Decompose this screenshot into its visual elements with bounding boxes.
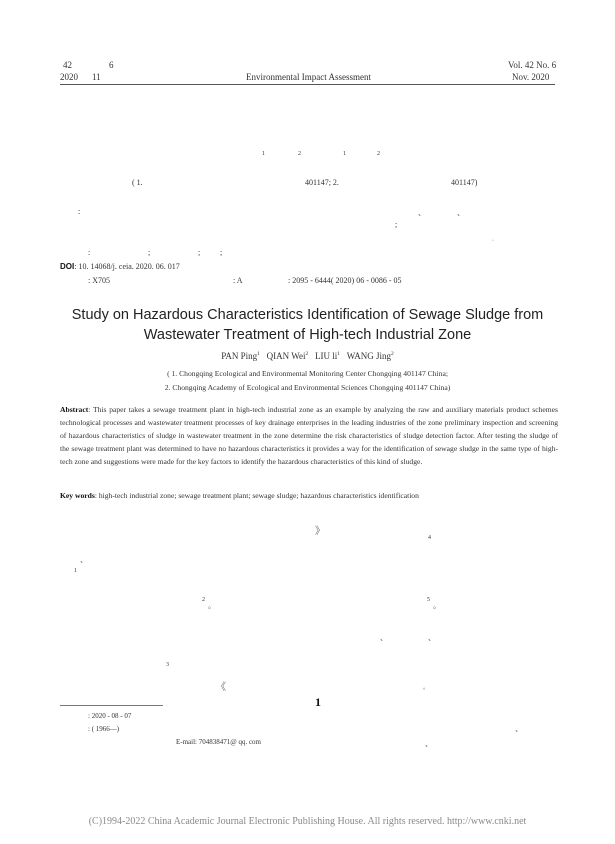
cn-affiliation-part1: ( 1. xyxy=(132,178,143,187)
cn-keywords-sep: ; xyxy=(220,248,223,257)
cn-author-sup: 2 xyxy=(298,151,301,157)
body-mark: 《 xyxy=(216,682,226,693)
english-title-line2: Wastewater Treatment of High-tech Industrial Zone xyxy=(143,327,472,343)
author-sup: 2 xyxy=(391,351,394,357)
abstract-text: : This paper takes a sewage treatment plant in high-tech industrial zone as an example by analyzing the raw and auxiliary materials product schemes technological processes and wastewater treatment processes of key drainage enterprises in the leading industries of the zone preliminary inspection and screening of hazardous characteristics of sludge in wastewater treatment in the zone determine the risk characteristics of sludge detection factor. After testing the sludge of the sewage treatment plant was determined to have no hazardous characteristics it provides a way for the identification of sewage sludge in the same type of high-tech zone and suggestions were made for the key factors to identify the hazardous characteristics of this kind of sludge. xyxy=(60,405,558,467)
body-citation: 2 xyxy=(202,597,205,603)
english-title-line1: Study on Hazardous Characteristics Identification of Sewage Sludge from xyxy=(71,307,544,323)
keywords-text: : high-tech industrial zone; sewage treatment plant; sewage sludge; hazardous characteristics identification xyxy=(94,491,419,500)
body-mark: 》 xyxy=(315,526,325,537)
author-name: LIU li xyxy=(315,351,338,361)
header-volume: 42 xyxy=(63,60,72,70)
body-mark: 、 xyxy=(380,633,388,642)
header-journal-name: Environmental Impact Assessment xyxy=(246,72,371,82)
abstract-label: Abstract xyxy=(60,405,89,414)
body-mark: 。 xyxy=(433,601,441,610)
author-sup: 2 xyxy=(305,351,309,357)
abstract xyxy=(60,403,558,468)
cn-affiliation-part2: 401147; 2. xyxy=(305,178,339,187)
author-sup: 1 xyxy=(257,351,260,357)
cn-author-sup: 1 xyxy=(262,151,265,157)
affiliation-line1: ( 1. Chongqing Ecological and Environmental Monitoring Center Chongqing 401147 China; xyxy=(167,369,448,378)
header-date: Nov. 2020 xyxy=(512,72,550,82)
cn-abstract-mark: 、 xyxy=(457,208,465,217)
body-mark: 、 xyxy=(428,633,436,642)
footnote-rule xyxy=(60,705,163,706)
footnote-mark: 、 xyxy=(515,724,523,733)
document-code: : A xyxy=(233,276,243,285)
cn-author-sup: 2 xyxy=(377,151,380,157)
footnote-mark: 、 xyxy=(425,739,433,748)
cn-keywords-sep: ; xyxy=(148,248,151,257)
clc-number: : X705 xyxy=(88,276,110,285)
copyright-footer: (C)1994-2022 China Academic Journal Electronic Publishing House. All rights reserved. http://www.cnki.net xyxy=(88,816,527,827)
header-month: 11 xyxy=(92,72,101,82)
author-name: PAN Ping xyxy=(221,351,258,361)
affiliation-line2: 2. Chongqing Academy of Ecological and Environmental Sciences Chongqing 401147 China) xyxy=(164,383,451,392)
footnote-received-date: : 2020 - 08 - 07 xyxy=(88,712,132,720)
body-citation: 1 xyxy=(74,568,77,574)
doi xyxy=(60,262,180,271)
cn-abstract-colon: : xyxy=(78,207,81,216)
cn-abstract-mark: 、 xyxy=(418,208,426,217)
body-mark: 、 xyxy=(80,555,88,564)
header-year: 2020 xyxy=(60,72,78,82)
keywords xyxy=(60,491,419,500)
body-citation: 3 xyxy=(166,662,169,668)
header-vol-no: Vol. 42 No. 6 xyxy=(508,60,557,70)
body-mark: 。 xyxy=(208,601,216,610)
cn-keywords-sep: ; xyxy=(198,248,201,257)
cn-abstract-mark: ; xyxy=(395,220,398,229)
author-name: WANG Jing xyxy=(346,351,392,361)
doi-label: DOI xyxy=(60,262,75,271)
cn-affiliation-part3: 401147) xyxy=(451,178,478,187)
body-citation: 5 xyxy=(427,597,430,603)
author-name: QIAN Wei xyxy=(266,351,306,361)
header-rule xyxy=(60,84,555,85)
footnote-author-bio: : ( 1966—) xyxy=(88,725,120,733)
header-issue: 6 xyxy=(109,60,114,70)
body-mark: 。 xyxy=(423,685,430,691)
cn-abstract-mark: · xyxy=(492,238,494,244)
author-sup: 1 xyxy=(337,351,341,357)
keywords-label: Key words xyxy=(60,491,95,500)
cn-author-sup: 1 xyxy=(343,151,346,157)
author-list xyxy=(40,351,575,361)
section-number: 1 xyxy=(315,695,321,709)
footnote-email: E-mail: 704838471@ qq. com xyxy=(176,738,261,746)
doi-value: : 10. 14068/j. ceia. 2020. 06. 017 xyxy=(74,262,180,271)
article-id: : 2095 - 6444( 2020) 06 - 0086 - 05 xyxy=(288,276,402,285)
body-citation: 4 xyxy=(428,535,431,541)
cn-keywords-colon: : xyxy=(88,248,91,257)
